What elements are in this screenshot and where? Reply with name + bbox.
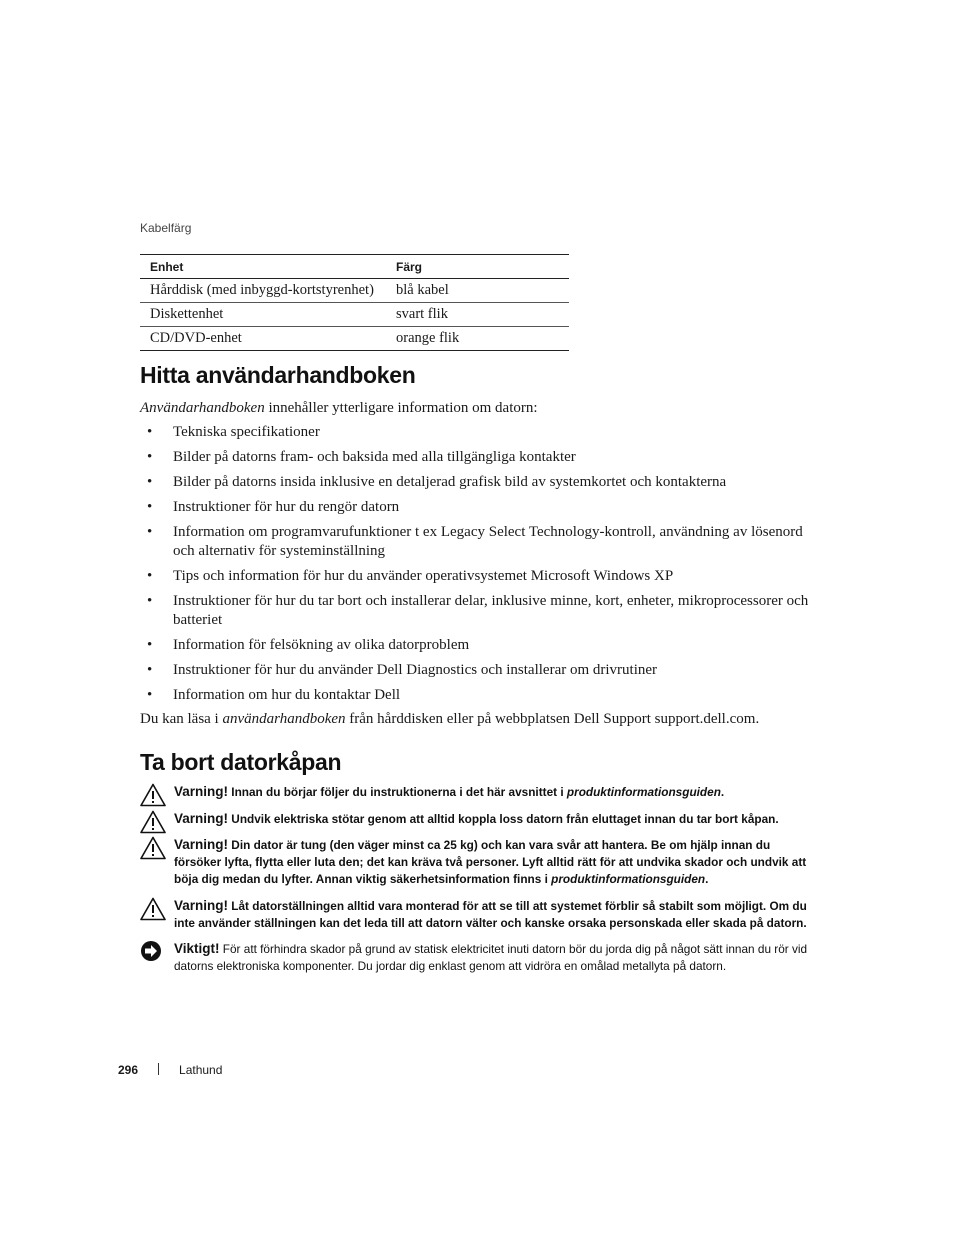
list-item-text: Instruktioner för hur du använder Dell Diagnostics och installerar om drivrutiner — [173, 662, 658, 678]
warning-triangle-icon — [140, 783, 166, 807]
bullet-icon: • — [147, 568, 153, 584]
notice-label: Varning! — [174, 811, 229, 826]
table-cell-color: blå kabel — [386, 279, 569, 303]
warning-triangle-icon — [140, 810, 166, 834]
table-row — [140, 327, 569, 351]
intro-italic-title: Användarhandboken — [140, 400, 265, 416]
intro-text: innehåller ytterligare information om datorn: — [264, 400, 538, 416]
support-link[interactable]: support.dell.com — [654, 711, 756, 727]
warning-notice — [140, 836, 820, 888]
page-number: 296 — [118, 1063, 139, 1077]
list-item — [147, 523, 827, 561]
cable-color-table — [140, 254, 569, 351]
bullet-icon: • — [147, 499, 153, 515]
table-caption: Kabelfärg — [140, 221, 192, 235]
feature-list — [147, 423, 827, 711]
list-item — [147, 473, 827, 492]
notice-end: . — [720, 785, 725, 799]
notice-text: Låt datorställningen alltid vara monterad för att se till att systemet förblir så stabilt som möjligt. Om du inte använder ställningen kan det leda till att datorn välter och kanske orsaka personskada eller skada på datorn. — [174, 899, 807, 930]
page-footer — [118, 1063, 222, 1077]
notice-label: Viktigt! — [174, 941, 220, 956]
list-item-text: Information för felsökning av olika datorproblem — [173, 637, 470, 653]
notice-label: Varning! — [174, 837, 229, 852]
notice-text: Din dator är tung (den väger minst ca 25 kg) och kan vara svår att hantera. Be om hjälp innan du försöker lyfta, flytta eller luta den; det kan kräva två personer. Lyft alltid rätt för att undvika skador och undvik att böja dig medan du lyfter. Annan viktig säkerhetsinformation finns i — [174, 838, 807, 886]
closing-text-mid: från hårddisken eller på webbplatsen Dell Support — [345, 711, 655, 727]
notice-end: . — [705, 872, 709, 886]
bullet-icon: • — [147, 474, 153, 490]
bullet-icon: • — [147, 637, 153, 653]
list-item-text: Information om programvarufunktioner t ex Legacy Select Technology-kontroll, användning av lösenord och alternativ för systeminställning — [173, 524, 803, 559]
table-header-row — [140, 255, 569, 279]
section-heading-remove-cover: Ta bort datorkåpan — [140, 749, 342, 775]
closing-paragraph — [140, 710, 830, 729]
warning-notice — [140, 783, 820, 801]
closing-italic-title: användarhandboken — [222, 711, 346, 727]
list-item-text: Bilder på datorns insida inklusive en detaljerad grafisk bild av systemkortet och kontakterna — [173, 474, 727, 490]
closing-text: Du kan läsa i — [140, 711, 223, 727]
section-heading-user-guide: Hitta användarhandboken — [140, 362, 416, 388]
list-item — [147, 423, 827, 442]
table-cell-device: CD/DVD-enhet — [140, 327, 386, 351]
warning-notice — [140, 810, 820, 828]
bullet-icon: • — [147, 424, 153, 440]
table-cell-device: Diskettenhet — [140, 303, 386, 327]
warning-triangle-icon — [140, 897, 166, 921]
notice-label: Varning! — [174, 898, 229, 913]
bullet-icon: • — [147, 662, 153, 678]
list-item-text: Instruktioner för hur du tar bort och installerar delar, inklusive minne, kort, enheter, mikroprocessorer och batteriet — [173, 593, 809, 628]
table-header-color: Färg — [386, 255, 569, 279]
footer-title: Lathund — [179, 1063, 223, 1077]
bullet-icon: • — [147, 687, 153, 703]
table-cell-device: Hårddisk (med inbyggd-kortstyrenhet) — [140, 279, 386, 303]
notice-text: Innan du börjar följer du instruktionerna i det här avsnittet i — [228, 785, 567, 799]
list-item-text: Bilder på datorns fram- och baksida med alla tillgängliga kontakter — [173, 449, 576, 465]
notice-arrow-icon — [140, 940, 166, 964]
bullet-icon: • — [147, 449, 153, 465]
list-item — [147, 498, 827, 517]
warning-notice — [140, 897, 820, 932]
closing-period: . — [755, 711, 760, 727]
footer-separator — [158, 1063, 159, 1075]
list-item-text: Instruktioner för hur du rengör datorn — [173, 499, 400, 515]
intro-paragraph — [140, 399, 820, 418]
list-item — [147, 592, 827, 630]
warning-triangle-icon — [140, 836, 166, 860]
notice-italic: produktinformationsguiden — [566, 785, 721, 799]
table-row — [140, 279, 569, 303]
bullet-icon: • — [147, 524, 153, 540]
list-item — [147, 661, 827, 680]
list-item — [147, 636, 827, 655]
bullet-icon: • — [147, 593, 153, 609]
table-header-device: Enhet — [140, 255, 386, 279]
list-item — [147, 567, 827, 586]
notice-italic: produktinformationsguiden — [551, 872, 706, 886]
list-item — [147, 448, 827, 467]
notice-label: Varning! — [174, 784, 229, 799]
important-notice — [140, 940, 820, 975]
list-item-text: Tips och information för hur du använder operativsystemet Microsoft Windows XP — [173, 568, 674, 584]
notice-text: Undvik elektriska stötar genom att alltid koppla loss datorn från eluttaget innan du tar bort kåpan. — [228, 812, 779, 826]
list-item-text: Information om hur du kontaktar Dell — [173, 687, 401, 703]
table-row — [140, 303, 569, 327]
notice-text: För att förhindra skador på grund av statisk elektricitet inuti datorn bör du jorda dig på något sätt innan du rör vid datorns elektroniska komponenter. Du jordar dig enklast genom att vidröra en omålad metallyta på datorn. — [174, 942, 808, 973]
list-item — [147, 686, 827, 705]
table-cell-color: svart flik — [386, 303, 569, 327]
table-cell-color: orange flik — [386, 327, 569, 351]
list-item-text: Tekniska specifikationer — [173, 424, 320, 440]
